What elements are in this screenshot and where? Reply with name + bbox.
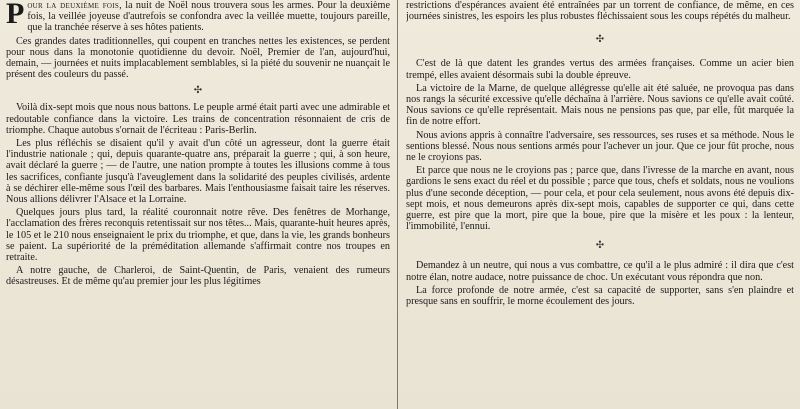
column-divider [397, 0, 398, 409]
section-separator-icon: ✣ [193, 85, 203, 97]
opening-text: la nuit de Noël nous trouvera sous les armes. Pour la deuxième fois, la veillée joyeuse d'autrefois se confondra avec la veillée muette, toujours pareille, que la tranchée réserve à ses hôtes patients. [27, 0, 390, 34]
left-column [6, 0, 390, 409]
opening-lead: our la deuxième fois, [27, 0, 122, 11]
paragraph: Nous avions appris à connaître l'adversaire, ses ressources, ses ruses et sa méthode. Nous le sentions blessé. Nous nous sentions armés pour l'achever un jour. Que ce jour fût proche, nous ne le croyions pas. [406, 129, 794, 164]
section-separator-icon: ✣ [595, 240, 605, 252]
paragraph: Demandez à un neutre, qui nous a vus combattre, ce qu'il a le plus admiré : il dira que c'est notre élan, notre audace, notre puissance de choc. Un exécutant vous répondra que non. [406, 260, 794, 283]
paragraph: La force profonde de notre armée, c'est sa capacité de supporter, sans s'en plaindre et presque sans en souffrir, le morne écoulement des jours. [406, 284, 794, 308]
paragraph: Les plus réfléchis se disaient qu'il y avait d'un côté un agresseur, dont la guerre était l'industrie nationale ; qui, depuis quarante-quatre ans, préparait la guerre ; qui, à son heure, avait déclaré la guerre ; — de l'autre, une nation prompte à toutes les illusions comme à tous les sacrifices, confiante jusqu'à l'aveuglement dans la solidarité des peuples civilisés, ardente à se déchirer elle-même sous l'œil des barbares. Mais l'enthousiasme faisait taire les réserves. Nous allions délivrer l'Alsace et la Lorraine. [6, 138, 390, 206]
paragraph: Voilà dix-sept mois que nous nous battons. Le peuple armé était parti avec une admirable et redoutable confiance dans la victoire. Les trains de concentration résonnaient de cris de triomphe. Chaque autobus s'ornait de l'écriteau : Paris-Berlin. [6, 102, 390, 136]
paragraph-opening [6, 0, 390, 34]
right-column [406, 0, 794, 409]
section-separator-icon: ✣ [595, 34, 605, 46]
paragraph: restrictions d'espérances avaient été entraînées par un torrent de confiance, de même, en ces journées sinistres, les espoirs les plus robustes fléchissaient sous les coups répétés du malheur. [406, 0, 794, 23]
drop-cap: P [6, 0, 25, 30]
paragraph: Ces grandes dates traditionnelles, qui coupent en tranches nettes les existences, se perdent pour nous dans la monotonie quotidienne du devoir. Noël, Premier de l'an, aujourd'hui, demain, — journées et nuits implacablement semblables, si la piété du souvenir ne nuançait le présent des couleurs du passé. [6, 35, 390, 81]
paragraph: A notre gauche, de Charleroi, de Saint-Quentin, de Paris, venaient des rumeurs désastreuses. Et de même qu'au premier jour les plus légitimes [6, 265, 390, 288]
paragraph: Et parce que nous ne le croyions pas ; parce que, dans l'ivresse de la marche en avant, nous gardions le sens exact du réel et du possible ; parce que tous, chefs et soldats, nous ne voulions plus d'une seconde déception, — pour cela, et pour cela seulement, nous avons été depuis dix-sept mois, et nous demeurons après dix-sept mois, capables de supporter ce qui, dans cette guerre, est pire que la mort, pire que la boue, pire que la misère et les poux : la lenteur, l'immobilité, l'ennui. [406, 165, 794, 233]
paragraph: C'est de là que datent les grandes vertus des armées françaises. Comme un acier bien trempé, elles avaient désormais subi la double épreuve. [406, 58, 794, 81]
paragraph: La victoire de la Marne, de quelque allégresse qu'elle ait été saluée, ne provoqua pas dans nos rangs la sécurité excessive qu'elle déchaîna à l'arrière. Nous savions ce qu'elle avait coûté. Nous savions ce qu'elle représentait. Mais nous ne pensions pas que, par elle, fût marquée la fin de notre effort. [406, 82, 794, 128]
paragraph: Quelques jours plus tard, la réalité couronnait notre rêve. Des fenêtres de Morhange, l'acclamation des frères reconquis retentissait sur nos têtes... Mais, quarante-huit heures après, le 105 et le 210 nous enseignaient le prix du triomphe, et que, dans la vie, les grands bonheurs se paient. La supériorité de la préméditation allemande s'affirmait contre nos troupes en retraite. [6, 207, 390, 264]
